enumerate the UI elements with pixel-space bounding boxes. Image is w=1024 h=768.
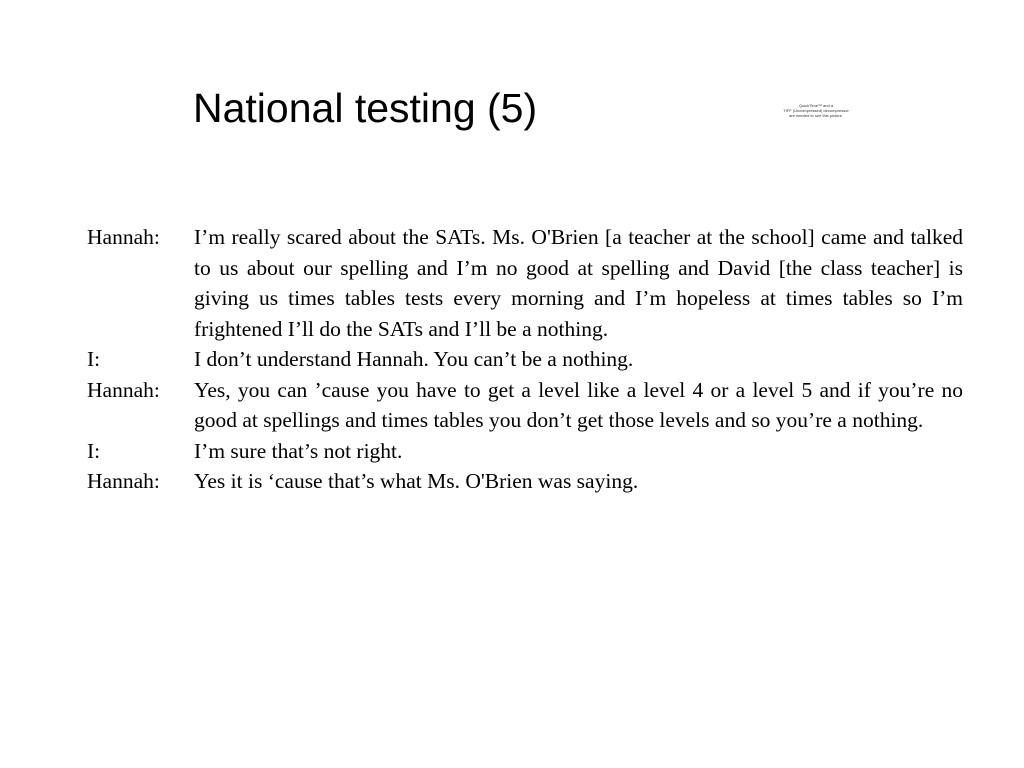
utterance-text: I don’t understand Hannah. You can’t be a nothing. — [194, 347, 634, 371]
transcript-turn — [87, 344, 963, 375]
speaker-label: I: — [87, 438, 101, 463]
transcript-turn — [87, 375, 963, 436]
transcript-turn — [87, 436, 963, 467]
placeholder-line: QuickTime™ and a — [798, 103, 834, 108]
utterance-text: Yes, you can ’cause you have to get a level like a level 4 or a level 5 and if you’re no good at spellings and times tables you don’t get those levels and so you’re a nothing. — [194, 377, 963, 432]
utterance-text: I’m sure that’s not right. — [194, 438, 403, 463]
transcript-turn — [87, 222, 963, 344]
placeholder-line: are needed to see this picture. — [789, 113, 843, 118]
slide-title: National testing (5) — [193, 85, 538, 131]
speaker-label: Hannah: — [87, 469, 160, 493]
missing-image-placeholder — [770, 103, 862, 118]
interview-transcript — [87, 222, 963, 497]
speaker-label: Hannah: — [87, 225, 160, 249]
utterance-text: Yes it is ‘cause that’s what Ms. O'Brien was saying. — [194, 469, 639, 493]
utterance-text: I’m really scared about the SATs. Ms. O'Brien [a teacher at the school] came and talked to us about our spelling and I’m no good at spelling and David [the class teacher] is giving us times tables tests every morning and I’m hopeless at times tables so I’m frightened I’ll do the SATs and I’ll be a nothing. — [194, 225, 963, 341]
placeholder-line: TIFF (Uncompressed) decompressor — [783, 108, 849, 113]
speaker-label: I: — [87, 347, 101, 371]
speaker-label: Hannah: — [87, 377, 160, 402]
transcript-turn — [87, 466, 963, 497]
